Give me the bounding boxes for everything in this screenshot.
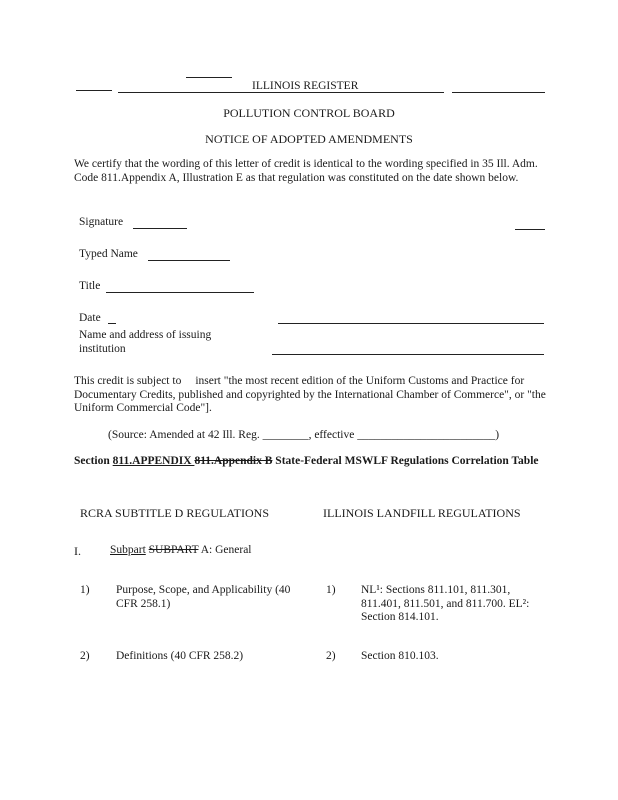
header-rule-top bbox=[186, 77, 232, 78]
register-title: ILLINOIS REGISTER bbox=[252, 80, 359, 92]
row-2-left: Definitions (40 CFR 258.2) bbox=[116, 650, 244, 662]
part-suffix: A: General bbox=[198, 544, 252, 556]
credit-subject-prefix: This credit is subject to bbox=[74, 375, 182, 387]
part-heading bbox=[110, 544, 252, 556]
typed-name-label: Typed Name bbox=[79, 248, 138, 260]
signature-line bbox=[133, 228, 187, 229]
date-label: Date bbox=[79, 312, 101, 324]
typed-name-line bbox=[148, 260, 230, 261]
row-1-right: NL¹: Sections 811.101, 811.301, 811.401, 811.501, and 811.700. EL²: Section 814.101. bbox=[361, 584, 530, 623]
date-line bbox=[278, 323, 544, 324]
section-prefix: Section bbox=[74, 455, 113, 467]
title-line bbox=[106, 292, 254, 293]
title-label: Title bbox=[79, 280, 101, 292]
row-2-right: Section 810.103. bbox=[361, 650, 439, 662]
signature-label: Signature bbox=[79, 216, 124, 228]
section-title: State-Federal MSWLF Regulations Correlation Table bbox=[272, 455, 539, 467]
board-title: POLLUTION CONTROL BOARD bbox=[223, 106, 395, 120]
part-number: I. bbox=[74, 544, 81, 558]
col-header-left: RCRA SUBTITLE D REGULATIONS bbox=[80, 506, 270, 520]
row-1-number: 1) bbox=[80, 584, 90, 596]
section-old-ref: 811.Appendix B bbox=[194, 455, 273, 467]
section-new-ref: 811.APPENDIX bbox=[112, 455, 195, 467]
row-2-right-number: 2) bbox=[326, 650, 336, 662]
row-1-left: Purpose, Scope, and Applicability (40 CFR 258.1) bbox=[116, 584, 291, 610]
source-note: (Source: Amended at 42 Ill. Reg. ________, effective ________________________) bbox=[108, 429, 500, 441]
name-address-label: Name and address of issuing institution bbox=[79, 329, 212, 355]
header-rule-left bbox=[76, 90, 112, 91]
credit-subject-paragraph bbox=[74, 375, 546, 416]
row-1-right-number: 1) bbox=[326, 584, 336, 596]
certify-paragraph: We certify that the wording of this letter of credit is identical to the wording specified in 35 Ill. Adm. Code 811.Appendix A, Illustration E as that regulation was constituted on the date shown below. bbox=[74, 158, 538, 184]
header-rule-right bbox=[452, 92, 545, 93]
signature-line-right bbox=[515, 229, 545, 230]
name-address-line bbox=[272, 354, 544, 355]
date-line-short bbox=[108, 323, 116, 324]
part-new-label: Subpart bbox=[110, 544, 146, 556]
part-old-label: SUBPART bbox=[148, 544, 199, 556]
credit-subject-text: insert "the most recent edition of the Uniform Customs and Practice for Documentary Credits, published and copyrighted by the International Chamber of Commerce", or "the Uniform Commercial Code"]. bbox=[74, 375, 546, 414]
col-header-right: ILLINOIS LANDFILL REGULATIONS bbox=[323, 506, 521, 520]
notice-title: NOTICE OF ADOPTED AMENDMENTS bbox=[205, 132, 413, 146]
section-heading bbox=[74, 455, 544, 469]
header-rule-main bbox=[118, 92, 444, 93]
row-2-number: 2) bbox=[80, 650, 90, 662]
